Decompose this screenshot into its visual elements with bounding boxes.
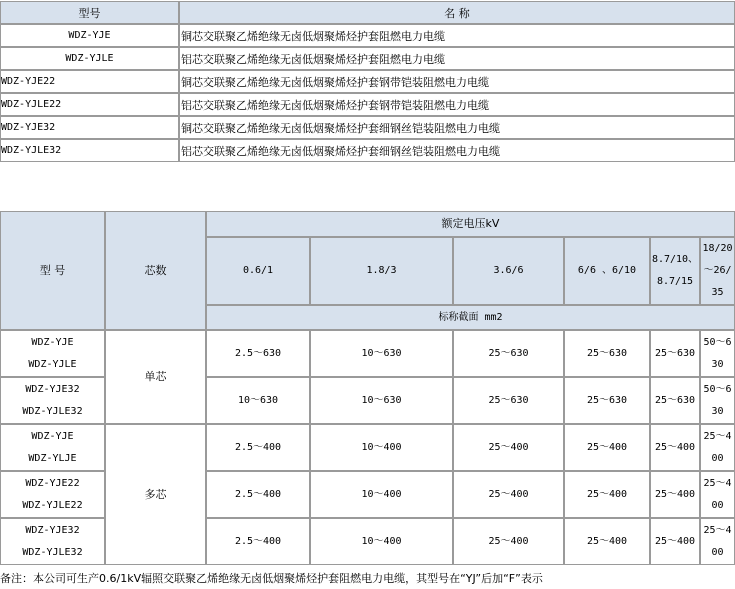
table-row [0, 93, 735, 116]
model-name: WDZ-YJLE32 [22, 546, 83, 558]
model-name: WDZ-YJE [31, 336, 74, 348]
cross-section-table [0, 211, 735, 565]
section-cell: 25～630 [564, 377, 650, 424]
section-cell: 50～630 [700, 330, 735, 377]
name-cell: 铜芯交联聚乙烯绝缘无卤低烟聚烯烃护套细钢丝铠装阻燃电力电缆 [179, 116, 735, 139]
table-header-row [0, 211, 735, 237]
model-name: WDZ-YJE32 [25, 383, 80, 395]
name-cell: 铝芯交联聚乙烯绝缘无卤低烟聚烯烃护套细钢丝铠装阻燃电力电缆 [179, 139, 735, 162]
table-row [0, 47, 735, 70]
section-cell: 10～630 [310, 330, 453, 377]
section-cell: 25～400 [650, 424, 700, 471]
name-cell: 铜芯交联聚乙烯绝缘无卤低烟聚烯烃护套阻燃电力电缆 [179, 24, 735, 47]
section-cell: 25～400 [564, 518, 650, 565]
section-cell: 25～400 [700, 518, 735, 565]
header-model: 型 号 [0, 211, 105, 330]
section-cell: 2.5～400 [206, 471, 310, 518]
model-name: WDZ-YJE [31, 430, 74, 442]
model-cell [0, 424, 105, 471]
section-cell: 25～400 [564, 471, 650, 518]
model-name: WDZ-YJLE [28, 358, 77, 370]
section-cell: 10～400 [310, 471, 453, 518]
section-cell: 10～630 [206, 377, 310, 424]
model-name: WDZ-YLJE [28, 452, 77, 464]
model-cell [0, 471, 105, 518]
model-name: WDZ-YJLE22 [22, 499, 83, 511]
model-cell: WDZ-YJE22 [0, 70, 179, 93]
section-cell: 25～630 [453, 377, 564, 424]
model-cell [0, 330, 105, 377]
section-cell: 10～400 [310, 424, 453, 471]
header-model: 型号 [0, 1, 179, 24]
section-cell: 25～630 [453, 330, 564, 377]
section-cell: 25～400 [453, 471, 564, 518]
section-cell: 25～400 [564, 424, 650, 471]
header-cores: 芯数 [105, 211, 206, 330]
model-cell [0, 518, 105, 565]
table-row [0, 116, 735, 139]
model-cell: WDZ-YJLE22 [0, 93, 179, 116]
section-cell: 25～400 [700, 471, 735, 518]
cores-multi: 多芯 [105, 424, 206, 565]
voltage-cell: 8.7/10、8.7/15 [650, 237, 700, 305]
model-cell [0, 377, 105, 424]
model-cell: WDZ-YJLE [0, 47, 179, 70]
section-cell: 25～400 [700, 424, 735, 471]
voltage-cell: 6/6 、6/10 [564, 237, 650, 305]
model-name-table [0, 1, 735, 162]
section-cell: 25～630 [650, 377, 700, 424]
section-cell: 50～630 [700, 377, 735, 424]
section-cell: 25～630 [650, 330, 700, 377]
header-rated-voltage: 额定电压kV [206, 211, 735, 237]
section-cell: 25～400 [453, 518, 564, 565]
section-cell: 2.5～400 [206, 518, 310, 565]
cores-single: 单芯 [105, 330, 206, 424]
header-name: 名 称 [179, 1, 735, 24]
section-cell: 10～400 [310, 518, 453, 565]
model-name: WDZ-YJE32 [25, 524, 80, 536]
name-cell: 铝芯交联聚乙烯绝缘无卤低烟聚烯烃护套钢带铠装阻燃电力电缆 [179, 93, 735, 116]
model-name: WDZ-YJE22 [25, 477, 80, 489]
footnote: 备注：本公司可生产0.6/1kV辐照交联聚乙烯绝缘无卤低烟聚烯烃护套阻燃电力电缆，其型号在“YJ”后加“F”表示 [0, 572, 543, 585]
voltage-cell: 3.6/6 [453, 237, 564, 305]
name-cell: 铜芯交联聚乙烯绝缘无卤低烟聚烯烃护套钢带铠装阻燃电力电缆 [179, 70, 735, 93]
model-cell: WDZ-YJE32 [0, 116, 179, 139]
table-header-row [0, 1, 735, 24]
section-cell: 2.5～630 [206, 330, 310, 377]
section-cell: 2.5～400 [206, 424, 310, 471]
model-name: WDZ-YJLE32 [22, 405, 83, 417]
name-cell: 铝芯交联聚乙烯绝缘无卤低烟聚烯烃护套阻燃电力电缆 [179, 47, 735, 70]
table-row [0, 24, 735, 47]
voltage-cell: 18/20～26/35 [700, 237, 735, 305]
section-cell: 25～400 [650, 518, 700, 565]
table-row [0, 139, 735, 162]
model-cell: WDZ-YJLE32 [0, 139, 179, 162]
section-cell: 25～400 [650, 471, 700, 518]
model-cell: WDZ-YJE [0, 24, 179, 47]
section-cell: 25～630 [564, 330, 650, 377]
header-nominal-section: 标称截面 mm2 [206, 305, 735, 330]
table-row [0, 424, 735, 471]
table-row [0, 70, 735, 93]
voltage-cell: 1.8/3 [310, 237, 453, 305]
table-row [0, 330, 735, 377]
section-cell: 25～400 [453, 424, 564, 471]
section-cell: 10～630 [310, 377, 453, 424]
voltage-cell: 0.6/1 [206, 237, 310, 305]
